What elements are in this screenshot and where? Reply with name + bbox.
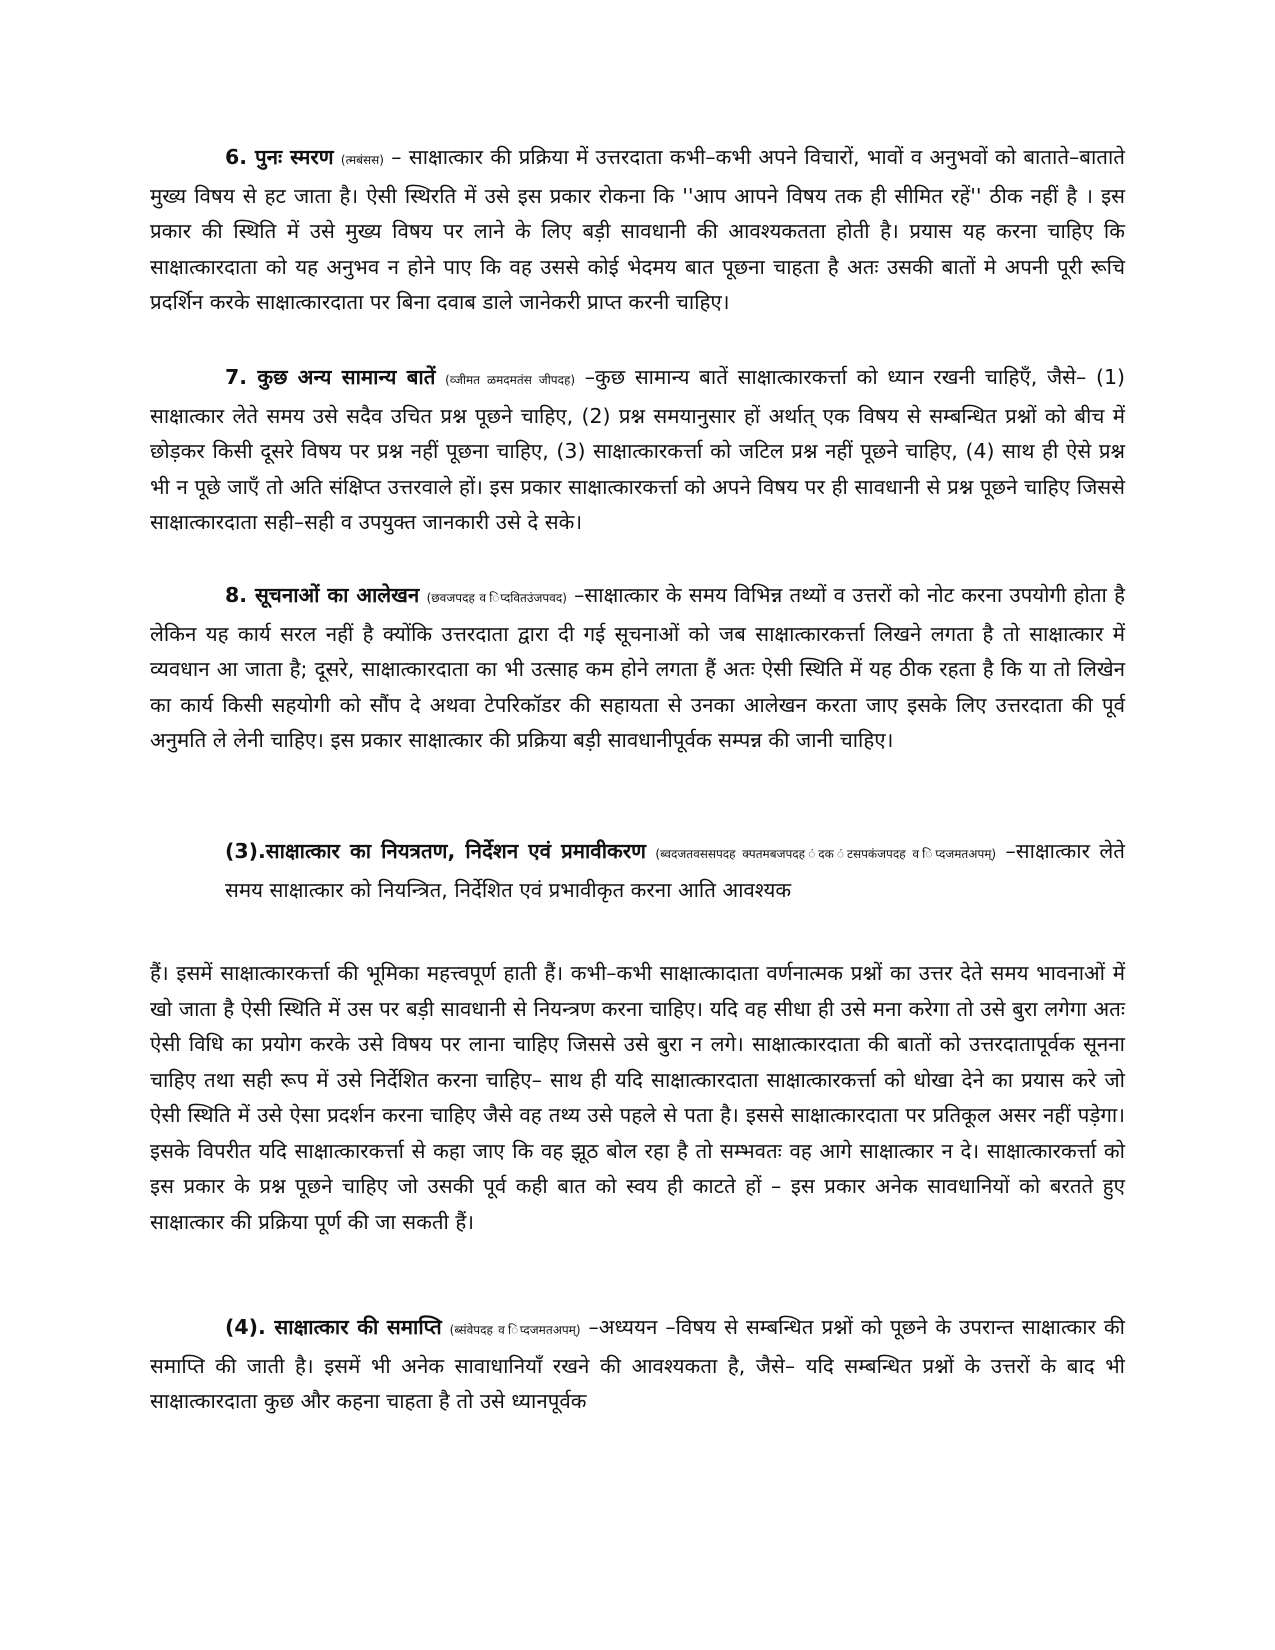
english-term-other-general-points: (व्जीमत ळमदमतंस जीपदह) <box>445 373 576 387</box>
body-recording-information: –साक्षात्कार के समय विभिन्न तथ्यों व उत्तरों को नोट करना उपयोगी होता है लेकिन यह कार्य सरल नहीं है क्योंकि उत्तरदाता द्वारा दी गई सूचनाओं को जब साक्षात्कारकर्त्ता लिखने लगता है तो साक्षात्कार में व्यवधान आ जाता है; दूसरे, साक्षात्कारदाता का भी उत्साह कम होने लगता हैं अतः ऐसी स्थिति में यह ठीक रहता है कि या तो लिखेन का कार्य किसी सहयोगी को सौंप दे अथवा टेपरिकॉडर की सहायता से उनका आलेखन करता जाए इसके लिए उत्तरदाता की पूर्व अनुमति ले लेनी चाहिए। इस प्रकार साक्षात्कार की प्रक्रिया बड़ी सावधानीपूर्वक सम्पन्न की जानी चाहिए। <box>150 583 1125 752</box>
heading-interview-closing: (4). साक्षात्कार की समाप्ति <box>225 1315 442 1339</box>
paragraph-recording-information <box>150 578 1125 759</box>
paragraph-interview-control-continued <box>150 956 1125 1240</box>
paragraph-other-general-points <box>150 360 1125 541</box>
english-term-recording-information: (छवजपदह व िप्दवितउंजपवद) <box>426 591 567 605</box>
english-term-recall: (त्मबंसस) <box>340 153 384 167</box>
heading-recall: 6. पुनः स्मरण <box>225 145 334 169</box>
paragraph-interview-closing <box>150 1310 1125 1420</box>
body-interview-closing: –अध्ययन –विषय से सम्बन्धित प्रश्नों को पूछने के उपरान्त साक्षात्कार की समाप्ति की जाती है। इसमें भी अनेक सावाधानियाँ रखने की आवश्यकता है, जैसे– यदि सम्बन्धित प्रश्नों के उत्तरों के बाद भी साक्षात्कारदाता कुछ और कहना चाहता है तो उसे ध्यानपूर्वक <box>150 1315 1125 1413</box>
english-term-interview-control: (ब्वदजतवससपदह क्पतमबजपदह ंदक ंटसपकंजपदह व िप्दजमतअपम्) <box>655 847 997 861</box>
body-other-general-points: –कुछ सामान्य बातें साक्षात्कारकर्त्ता को ध्यान रखनी चाहिएँ, जैसे– (1) साक्षात्कार लेते समय उसे सदैव उचित प्रश्न पूछने चाहिए, (2) प्रश्न समयानुसार हों अर्थात् एक विषय से सम्बन्धित प्रश्नों को बीच में छोड़कर किसी दूसरे विषय पर प्रश्न नहीं पूछना चाहिए, (3) साक्षात्कारकर्त्ता को जटिल प्रश्न नहीं पूछने चाहिए, (4) साथ ही ऐसे प्रश्न भी न पूछे जाएँ तो अति संक्षिप्त उत्तरवाले हों। इस प्रकार साक्षात्कारकर्त्ता को अपने विषय पर ही सावधानी से प्रश्न पूछने चाहिए जिससे साक्षात्कारदाता सही–सही व उपयुक्त जानकारी उसे दे सके। <box>150 365 1126 534</box>
heading-recording-information: 8. सूचनाओं का आलेखन <box>225 583 420 607</box>
english-term-interview-closing: (ब्संवेपदह व िप्दजमतअपम्) <box>449 1323 581 1337</box>
body-interview-control: –साक्षात्कार लेते समय साक्षात्कार को नियन्त्रित, निर्देशित एवं प्रभावीकृत करना आति आवश्यक <box>225 839 1125 902</box>
heading-interview-control: (3).साक्षात्कार का नियत्रतण, निर्देशन एवं प्रमावीकरण <box>225 839 646 863</box>
body-recall: – साक्षात्कार की प्रक्रिया में उत्तरदाता कभी–कभी अपने विचारों, भावों व अनुभवों को बाताते–बाताते मुख्य विषय से हट जाता है। ऐसी स्थिरति में उसे इस प्रकार रोकना कि ''आप आपने विषय तक ही सीमित रहें'' ठीक नहीं है । इस प्रकार की स्थिति में उसे मुख्य विषय पर लाने के लिए बड़ी सावधानी की आवश्यकतता होती है। प्रयास यह करना चाहिए कि साक्षात्कारदाता को यह अनुभव न होने पाए कि वह उससे कोई भेदमय बात पूछना चाहता है अतः उसकी बातों मे अपनी पूरी रूचि प्रदर्शिन करके साक्षात्कारदाता पर बिना दवाब डाले जानेकरी प्राप्त करनी चाहिए। <box>150 145 1125 314</box>
heading-other-general-points: 7. कुछ अन्य सामान्य बातें <box>225 365 436 389</box>
body-interview-control-continued: हैं। इसमें साक्षात्कारकर्त्ता की भूमिका महत्त्वपूर्ण हाती हैं। कभी–कभी साक्षात्कादाता वर्णनात्मक प्रश्नों का उत्तर देते समय भावनाओं में खो जाता है ऐसी स्थिति में उस पर बड़ी सावधानी से नियन्त्रण करना चाहिए। यदि वह सीधा ही उसे मना करेगा तो उसे बुरा लगेगा अतः ऐसी विधि का प्रयोग करके उसे विषय पर लाना चाहिए जिससे उसे बुरा न लगे। साक्षात्कारदाता की बातों को उत्तरदातापूर्वक सूनना चाहिए तथा सही रूप में उसे निर्देशित करना चाहिए– साथ ही यदि साक्षात्कारदाता साक्षात्कारकर्त्ता को धोखा देने का प्रयास करे जो ऐसी स्थिति में उसे ऐसा प्रदर्शन करना चाहिए जैसे वह तथ्य उसे पहले से पता है। इससे साक्षात्कारदाता पर प्रतिकूल असर नहीं पड़ेगा। इसके विपरीत यदि साक्षात्कारकर्त्ता से कहा जाए कि वह झूठ बोल रहा है तो सम्भवतः वह आगे साक्षात्कार न दे। साक्षात्कारकर्त्ता को इस प्रकार के प्रश्न पूछने चाहिए जो उसकी पूर्व कही बात को स्वय ही काटते हों – इस प्रकार अनेक सावधानियों को बरतते हुए साक्षात्कार की प्रक्रिया पूर्ण की जा सकती हैं। <box>150 961 1125 1234</box>
paragraph-interview-control <box>225 834 1125 908</box>
paragraph-recall <box>150 140 1125 321</box>
